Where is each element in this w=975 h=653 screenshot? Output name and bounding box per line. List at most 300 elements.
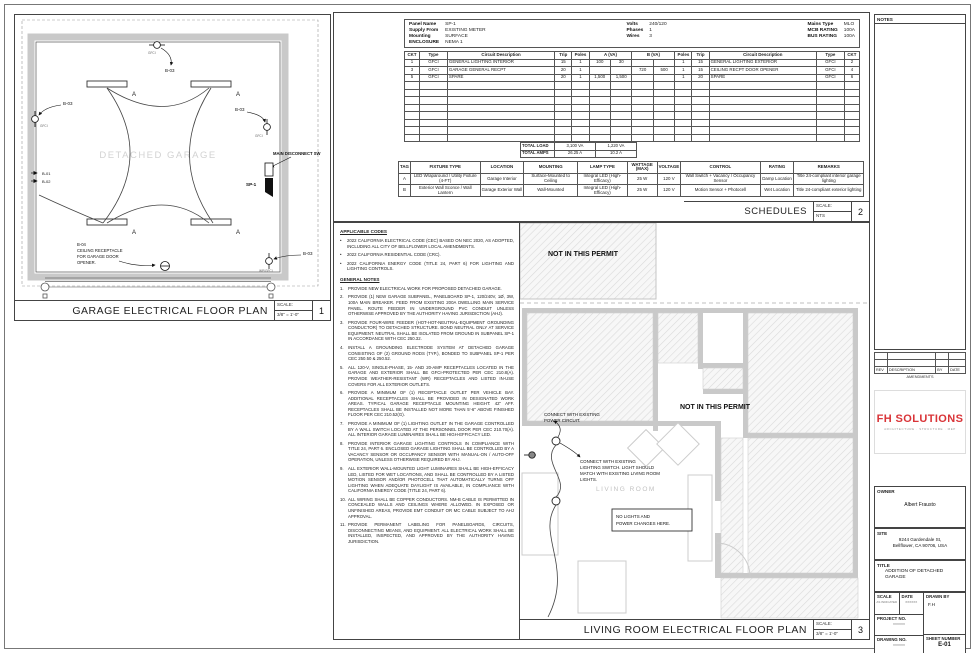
table-cell <box>653 97 674 105</box>
table-cell <box>589 134 610 142</box>
notes-box-label: NOTES <box>875 15 965 24</box>
panel-schedule-info: Panel Name SP-1 Supply From EXISTING METER Mounting SURFACE ENCLOSURE NEMA 1 Volts 240/120 Phases 1 Wires 3 Mains Type MLO MCB RATING 100A BUS RATING 100A <box>404 19 860 48</box>
drawing-no-cell: DRAWING NO. XXXXXX <box>877 637 907 647</box>
drawing-text: POWER CHANGES HERE. <box>616 521 671 526</box>
table-cell: GARAGE GENERAL RECPT <box>447 67 554 75</box>
table-header-cell: CONTROL <box>681 162 760 174</box>
table-cell <box>844 134 859 142</box>
living-room-label: LIVING ROOM <box>596 486 656 493</box>
table-cell <box>555 97 572 105</box>
table-cell: 1 <box>675 67 692 75</box>
table-cell <box>447 97 554 105</box>
table-cell <box>675 82 692 90</box>
table-cell <box>632 89 653 97</box>
table-cell <box>844 127 859 135</box>
table-header-cell: LAMP TYPE <box>578 162 628 174</box>
table-header-cell: A (VA) <box>589 52 632 60</box>
table-cell <box>610 134 631 142</box>
table-cell <box>572 82 589 90</box>
table-cell <box>692 89 709 97</box>
schedules-scale: SCALE: NTS <box>813 202 851 221</box>
table-cell <box>816 112 844 120</box>
schedules-number: 2 <box>851 202 869 221</box>
table-header-cell: Trip <box>692 52 709 60</box>
general-note: ALL 120-V, SINGLE-PHASE, 15- AND 20-AMP RECEPTACLES LOCATED IN THE GARAGE AND EXTERIOR SHALL BE GFCI-PROTECTED PER CEC 210.8(A). PROVIDE WEATHER-RESISTANT (WR) RECEPTACLES AND LISTED IN-USE COVERS FOR ALL EXTERIOR OUTLETS. <box>348 364 514 387</box>
table-cell <box>447 89 554 97</box>
table-cell: 26.25 A <box>555 150 596 158</box>
table-header-cell: FIXTURE TYPE <box>410 162 480 174</box>
table-cell <box>447 119 554 127</box>
project-title: ADDITION OF DETACHED GARAGE <box>885 569 944 581</box>
table-cell: Surface-Mounted to Ceiling <box>524 173 578 185</box>
table-cell <box>887 360 935 367</box>
drawing-text: LIGHTS. <box>580 477 598 482</box>
table-cell <box>589 82 610 90</box>
table-cell: 25 W <box>627 173 657 185</box>
table-cell <box>653 104 674 112</box>
sheet-number-cell: SHEET NUMBER E-01 <box>924 635 965 653</box>
table-cell <box>572 97 589 105</box>
table-header-cell: TAG <box>399 162 411 174</box>
drawing-text: B-01 <box>42 171 51 176</box>
empty-circuit-row <box>405 134 860 142</box>
table-cell: Wet Location <box>760 185 794 197</box>
table-cell <box>844 119 859 127</box>
table-cell: GENERAL LIGHTING INTERIOR <box>447 59 554 67</box>
table-cell <box>555 104 572 112</box>
table-cell <box>589 67 610 75</box>
table-cell <box>844 104 859 112</box>
general-note: PROVIDE INTERIOR GARAGE LIGHTING CONTROLS IN COMPLIANCE WITH TITLE 24, PART 6. ENCLOSED GARAGE LIGHTING SHALL BE CONTROLLED BY A VACANCY SENSOR OR OCCUPANCY SENSOR WITH MANUAL-ON / AUTO-OFF OPERATION, UNLESS OTHERWISE REQUIRED BY AHJ. <box>348 440 514 463</box>
boxed-note <box>612 509 692 531</box>
table-cell <box>816 119 844 127</box>
table-cell: 1 <box>572 74 589 82</box>
not-in-permit-label-2: NOT IN THIS PERMIT <box>680 404 750 411</box>
table-cell <box>816 82 844 90</box>
table-cell <box>589 112 610 120</box>
notes-box <box>874 14 966 350</box>
table-cell <box>632 97 653 105</box>
drawing-text: CEILING RECEPTACLE <box>77 248 123 253</box>
table-cell <box>405 104 420 112</box>
schedules-panel <box>333 12 870 222</box>
table-cell <box>589 89 610 97</box>
table-cell: Wall Switch + Vacancy / Occupancy Sensor <box>681 173 760 185</box>
garage-plan-number: 1 <box>312 301 330 320</box>
table-cell <box>692 127 709 135</box>
excluded-area-1 <box>520 223 656 299</box>
table-cell <box>675 127 692 135</box>
table-cell <box>632 104 653 112</box>
table-cell: GFCI <box>420 59 448 67</box>
table-cell <box>589 127 610 135</box>
table-cell <box>555 82 572 90</box>
drawing-text: POWER CIRCUIT. <box>544 418 581 423</box>
not-in-permit-label-1: NOT IN THIS PERMIT <box>548 251 618 258</box>
table-header-cell: Circuit Description <box>709 52 816 60</box>
table-cell: 720 <box>632 67 653 75</box>
drawing-text: B-04 <box>77 242 86 247</box>
table-cell: 1 <box>675 59 692 67</box>
table-cell <box>572 134 589 142</box>
garage-plan-panel <box>14 14 331 321</box>
table-cell: TOTAL LOAD <box>521 143 555 151</box>
table-cell: 3 <box>405 67 420 75</box>
table-cell: SPARE <box>709 74 816 82</box>
table-cell <box>675 104 692 112</box>
empty-circuit-row <box>405 119 860 127</box>
drawing-text: B-03 <box>165 68 175 73</box>
table-cell <box>816 127 844 135</box>
drawn-by-cell: DRAWN BY F.H <box>924 593 965 635</box>
table-cell <box>816 97 844 105</box>
by-col: BY <box>936 367 949 374</box>
room-label: DETACHED GARAGE <box>99 150 217 161</box>
living-plan-scale: SCALE: 3/8" = 1'-0" <box>813 620 851 639</box>
table-header-cell: RATING <box>760 162 794 174</box>
table-cell <box>610 67 631 75</box>
table-cell <box>555 112 572 120</box>
table-cell: 20 <box>555 74 572 82</box>
table-cell <box>692 104 709 112</box>
table-cell <box>675 134 692 142</box>
table-cell <box>844 112 859 120</box>
table-cell <box>844 82 859 90</box>
table-cell: Title 24-compliant interior garage lighting <box>794 173 864 185</box>
table-header-cell: Circuit Description <box>447 52 554 60</box>
table-cell: 15 <box>692 67 709 75</box>
owner-box: OWNER Albert Frausto <box>874 486 966 528</box>
site-address: 9244 Gardendale St, Bellflower, CA 90706, USA <box>892 537 948 548</box>
table-header-cell: MOUNTING <box>524 162 578 174</box>
table-cell: 120 V <box>657 185 681 197</box>
table-cell: 100 <box>589 59 610 67</box>
disconnect-label: MAIN DISCONNECT SW <box>273 151 321 156</box>
code-item: 2022 CALIFORNIA RESIDENTIAL CODE (CRC). <box>347 252 441 258</box>
table-cell: 4 <box>844 67 859 75</box>
table-header-cell: Trip <box>555 52 572 60</box>
table-cell <box>420 97 448 105</box>
garage-plan-title: GARAGE ELECTRICAL FLOOR PLAN <box>72 304 268 317</box>
table-cell: Exterior Wall Sconce / Wall Lantern <box>410 185 480 197</box>
table-cell: Motion Sensor + Photocell <box>681 185 760 197</box>
table-cell: 2 <box>844 59 859 67</box>
table-cell <box>572 127 589 135</box>
fixture-schedule <box>398 161 864 197</box>
table-cell: 15 <box>555 59 572 67</box>
table-cell <box>610 112 631 120</box>
table-cell <box>692 119 709 127</box>
table-cell <box>555 119 572 127</box>
table-cell <box>447 104 554 112</box>
table-cell <box>949 360 966 367</box>
table-cell <box>709 104 816 112</box>
general-note: PROVIDE (1) NEW GARAGE SUBPANEL, PANELBOARD SP-1, 120/240V, 1Ø, 3W, 100A MAIN BREAKER. FEED FROM EXISTING 200A DWELLING MAIN SERVICE PANEL. ROUTE FEEDER IN UNDERGROUND PVC CONDUIT UNLESS OTHERWISE APPROVED BY THE AUTHORITY HAVING JURISDICTION (AHJ). <box>348 294 514 317</box>
notes-text: APPLICABLE CODES • 2022 CALIFORNIA ELECTRICAL CODE (CEC) BASED ON NEC 2020, AS ADOPTED, INCLUDING ALL CITY OF BELLFLOWER LOCAL AMENDMENTS. • 2022 CALIFORNIA RESIDENTIAL CODE (CRC). • 2022 CALIFORNIA ENERGY CODE (TITLE 24, PART 6) FOR LIGHTING AND LIGHTING CONTROLS. GENERAL NOTES 1. PROVIDE NEW ELECTRICAL WORK FOR PROPOSED DETACHED GARAGE. 2. PROVIDE (1) NEW GARAGE SUBPANEL, PANELBOARD SP-1, 120/240V, 1Ø, 3W, 100A MAIN BREAKER. FEED FROM EXISTING 200A DWELLING MAIN SERVICE PANEL. ROUTE FEEDER IN UNDERGROUND PVC CONDUIT UNLESS OTHERWISE APPROVED BY THE AUTHORITY HAVING JURISDICTION (AHJ). 3. PROVIDE FOUR-WIRE FEEDER (HOT-HOT-NEUTRAL-EQUIPMENT GROUNDING CONDUCTOR) TO DETACHED STRUCTURE. BOND NEUTRAL ONLY AT SERVICE EQUIPMENT. NEUTRAL SHALL BE ISOLATED FROM GROUND IN SUBPANEL SP-1 IN ACCORDANCE WITH CEC 250.32. 4. INSTALL A GROUNDING ELECTRODE SYSTEM AT DETACHED GARAGE CONSISTING OF (2) GROUND RODS (TYP.), BONDED TO SUBPANEL SP-1 PER CEC 250.50 & 250.52. 5. ALL 120-V, SINGLE-PHASE, 15- AND 20-AMP RECEPTACLES LOCATED IN THE GARAGE AND EXTERIOR SHALL BE GFCI-PROTECTED PER CEC 210.8(A). PROVIDE WEATHER-RESISTANT (WR) RECEPTACLES AND LISTED IN-USE COVERS FOR ALL EXTERIOR OUTLETS. 6. PROVIDE A MINIMUM OF (1) RECEPTACLE OUTLET PER VEHICLE BAY. ADDITIONAL RECEPTACLES SHALL BE PROVIDED IN DESIGNATED WORK AREAS. TYPICAL GARAGE RECEPTACLE MOUNTING HEIGHT: 42" AFF. RECEPTACLES SHALL BE INSTALLED NOT MORE THAN 5'-6" ABOVE FINISHED FLOOR PER CEC 210.52(G). 7. PROVIDE A MINIMUM OF (1) LIGHTING OUTLET IN THE GARAGE CONTROLLED BY A WALL SWITCH LOCATED AT THE PERSONNEL DOOR PER CEC 210.70(A). ALL INTERIOR GARAGE LUMINAIRES SHALL BE HIGH-EFFICACY LED. 8. PROVIDE INTERIOR GARAGE LIGHTING CONTROLS IN COMPLIANCE WITH TITLE 24, PART 6. ENCLOSED GARAGE LIGHTING SHALL BE CONTROLLED BY A VACANCY SENSOR OR OCCUPANCY SENSOR WITH MANUAL-ON / AUTO-OFF OPERATION, UNLESS OTHERWISE REQUIRED BY AHJ. 9. ALL EXTERIOR WALL-MOUNTED LIGHT LUMINAIRES SHALL BE HIGH-EFFICACY LED, LISTED FOR WET LOCATIONS, AND SHALL BE CONTROLLED BY A LISTED MOTION SENSOR AND/OR PHOTOCELL THAT AUTOMATICALLY TURNS OFF LIGHTING WHEN ADEQUATE DAYLIGHT IS AVAILABLE, IN COMPLIANCE WITH CALIFORNIA ENERGY CODE (TITLE 24, PART 6). 10. ALL WIRING SHALL BE COPPER CONDUCTORS. NM-B CABLE IS PERMITTED IN CONCEALED WALLS AND CEILINGS WHERE ALLOWED. IN EXPOSED OR UNFINISHED AREAS, PROVIDE EMT CONDUIT OR MC CABLE SUBJECT TO AHJ APPROVAL. 11. PROVIDE PERMANENT LABELING FOR PANELBOARDS, CIRCUITS, DISCONNECTING MEANS, AND EQUIPMENT. ALL ELECTRICAL WORK SHALL BE INSTALLED, INSPECTED, AND APPROVED BY THE AUTHORITY HAVING JURISDICTION. <box>340 229 514 544</box>
table-cell: 1 <box>405 59 420 67</box>
table-cell <box>572 104 589 112</box>
drawing-text: SP-1 <box>246 182 257 187</box>
table-header-cell: CKT <box>405 52 420 60</box>
table-cell <box>653 74 674 82</box>
table-cell <box>692 82 709 90</box>
revision-table <box>874 352 966 384</box>
table-cell <box>405 97 420 105</box>
drawing-text: NO LIGHTS AND <box>616 514 650 519</box>
table-cell <box>653 112 674 120</box>
table-cell <box>610 127 631 135</box>
ceiling-receptacle-symbol <box>161 262 170 271</box>
drawing-text: B-03 <box>63 101 73 106</box>
logo-box <box>874 390 966 454</box>
description-col: DESCRIPTION <box>887 367 935 374</box>
table-cell <box>653 82 674 90</box>
general-note: INSTALL A GROUNDING ELECTRODE SYSTEM AT DETACHED GARAGE CONSISTING OF (2) GROUND RODS (TYP.), BONDED TO SUBPANEL SP-1 PER CEC 250.50 & 250.52. <box>348 345 514 362</box>
table-cell <box>632 119 653 127</box>
garage-plan-titlebar <box>15 300 330 320</box>
general-note: PROVIDE FOUR-WIRE FEEDER (HOT-HOT-NEUTRAL-EQUIPMENT GROUNDING CONDUCTOR) TO DETACHED STRUCTURE. BOND NEUTRAL ONLY AT SERVICE EQUIPMENT. NEUTRAL SHALL BE ISOLATED FROM GROUND IN SUBPANEL SP-1 IN ACCORDANCE WITH CEC 250.32. <box>348 319 514 342</box>
table-cell <box>610 104 631 112</box>
living-plan-titlebar <box>520 619 869 639</box>
table-cell <box>949 353 966 360</box>
table-cell <box>692 97 709 105</box>
title-box: TITLE ADDITION OF DETACHED GARAGE <box>874 560 966 592</box>
drawing-text: B-03 <box>235 107 245 112</box>
date-cell: DATE XXXXXX <box>901 594 918 604</box>
table-cell <box>572 119 589 127</box>
drawing-text: B-02 <box>42 179 51 184</box>
table-cell: 6 <box>844 74 859 82</box>
table-cell: Damp Location <box>760 173 794 185</box>
living-plan-title: LIVING ROOM ELECTRICAL FLOOR PLAN <box>583 623 807 636</box>
table-cell <box>589 104 610 112</box>
table-cell <box>610 97 631 105</box>
table-cell <box>447 134 554 142</box>
table-cell <box>420 112 448 120</box>
table-cell: A <box>399 173 411 185</box>
table-cell <box>589 119 610 127</box>
table-header-cell: REMARKS <box>794 162 864 174</box>
general-note: PROVIDE PERMANENT LABELING FOR PANELBOARDS, CIRCUITS, DISCONNECTING MEANS, AND EQUIPMENT. ALL ELECTRICAL WORK SHALL BE INSTALLED, INSPECTED, AND APPROVED BY THE AUTHORITY HAVING JURISDICTION. <box>348 522 514 544</box>
table-header-cell: B (VA) <box>632 52 675 60</box>
table-cell <box>653 59 674 67</box>
table-cell: 20 <box>555 67 572 75</box>
table-cell <box>420 104 448 112</box>
table-cell <box>709 112 816 120</box>
table-cell <box>936 360 949 367</box>
table-cell <box>844 97 859 105</box>
table-cell: 1 <box>572 67 589 75</box>
table-cell <box>447 82 554 90</box>
table-cell <box>816 104 844 112</box>
table-cell: Integral LED (High-Efficacy) <box>578 185 628 197</box>
drawing-text: LIGHTING SWITCH. LIGHT SHOULD <box>580 465 655 470</box>
table-cell <box>610 89 631 97</box>
table-cell <box>405 127 420 135</box>
table-cell: 1,500 <box>589 74 610 82</box>
drawing-text: GFCI <box>148 51 156 55</box>
table-cell <box>653 127 674 135</box>
table-cell: TOTAL AMPS <box>521 150 555 158</box>
company-tagline: ARCHITECTURE · STRUCTURE · MEP <box>884 427 956 431</box>
date-col: DATE <box>949 367 966 374</box>
drawing-text: OPENER. <box>77 260 96 265</box>
schedules-titlebar <box>684 201 869 221</box>
table-cell <box>405 89 420 97</box>
panel-schedule <box>404 19 860 158</box>
table-cell <box>653 134 674 142</box>
table-cell: Title 24-compliant exterior lighting <box>794 185 864 197</box>
table-cell <box>610 119 631 127</box>
table-cell: GFCI <box>420 74 448 82</box>
table-cell <box>675 97 692 105</box>
table-cell <box>675 89 692 97</box>
table-header-cell: LOCATION <box>480 162 524 174</box>
table-cell: 10.2 A <box>596 150 637 158</box>
empty-circuit-row <box>405 82 860 90</box>
table-cell: 1 <box>572 59 589 67</box>
table-cell <box>420 82 448 90</box>
table-cell: 25 W <box>627 185 657 197</box>
table-cell <box>875 360 888 367</box>
general-note: ALL EXTERIOR WALL-MOUNTED LIGHT LUMINAIRES SHALL BE HIGH-EFFICACY LED, LISTED FOR WET LOCATIONS, AND SHALL BE CONTROLLED BY A LISTED MOTION SENSOR AND/OR PHOTOCELL THAT AUTOMATICALLY TURNS OFF LIGHTING WHEN ADEQUATE DAYLIGHT IS AVAILABLE, IN COMPLIANCE WITH CALIFORNIA ENERGY CODE (TITLE 24, PART 6). <box>348 466 514 494</box>
table-cell <box>709 119 816 127</box>
table-cell: B <box>399 185 411 197</box>
table-cell <box>816 134 844 142</box>
table-cell <box>420 127 448 135</box>
table-cell <box>632 82 653 90</box>
table-cell <box>709 82 816 90</box>
codes-heading: APPLICABLE CODES <box>340 229 387 234</box>
general-note: ALL WIRING SHALL BE COPPER CONDUCTORS. NM-B CABLE IS PERMITTED IN CONCEALED WALLS AND CEILINGS WHERE ALLOWED. IN EXPOSED OR UNFINISHED AREAS, PROVIDE EMT CONDUIT OR MC CABLE SUBJECT TO AHJ APPROVAL. <box>348 496 514 519</box>
circuit-table <box>404 51 860 142</box>
general-heading: GENERAL NOTES <box>340 276 380 282</box>
table-cell <box>610 82 631 90</box>
table-header-cell: WATTAGE (MAX) <box>627 162 657 174</box>
table-cell <box>420 134 448 142</box>
table-cell <box>572 112 589 120</box>
table-cell: GFCI <box>816 59 844 67</box>
living-plan-panel <box>520 222 870 640</box>
table-cell <box>675 112 692 120</box>
table-cell <box>632 134 653 142</box>
general-note: PROVIDE NEW ELECTRICAL WORK FOR PROPOSED DETACHED GARAGE. <box>348 285 502 291</box>
scale-label: SCALE: <box>275 301 312 311</box>
table-cell: GENERAL LIGHTING EXTERIOR <box>709 59 816 67</box>
notes-panel <box>333 222 520 640</box>
table-cell <box>709 89 816 97</box>
table-cell: 500 <box>653 67 674 75</box>
table-cell: 15 <box>692 59 709 67</box>
table-cell <box>420 89 448 97</box>
table-header-cell: Poles <box>572 52 589 60</box>
drawing-text: A <box>236 92 241 98</box>
table-cell <box>875 353 888 360</box>
table-cell <box>420 119 448 127</box>
drawing-text: B-03 <box>303 251 313 256</box>
sheet-number-value: E-01 <box>938 642 951 648</box>
garage-plan-scale <box>274 301 312 320</box>
table-cell <box>632 74 653 82</box>
section-markers <box>41 283 275 298</box>
table-cell <box>555 134 572 142</box>
table-header-cell: VOLTAGE <box>657 162 681 174</box>
table-cell: Integral LED (High-Efficacy) <box>578 173 628 185</box>
amendments-label: AMENDMENTS <box>906 375 934 379</box>
table-cell <box>632 112 653 120</box>
table-cell: SPARE <box>447 74 554 82</box>
project-no-cell: PROJECT NO. XXXXXX <box>875 615 923 636</box>
info-grid <box>874 592 966 653</box>
site-box: SITE 9244 Gardendale St, Bellflower, CA 90706, USA <box>874 528 966 560</box>
table-cell: Garage Exterior Wall <box>480 185 524 197</box>
table-cell: LED Wraparound / Utility Fixture (4-FT) <box>410 173 480 185</box>
drawing-text: GFCI <box>40 124 48 128</box>
table-cell <box>653 89 674 97</box>
table-header-cell: Type <box>816 52 844 60</box>
table-cell: 30 <box>610 59 631 67</box>
schedules-title: SCHEDULES <box>744 206 807 217</box>
table-cell: Wall-Mounted <box>524 185 578 197</box>
code-item: 2022 CALIFORNIA ELECTRICAL CODE (CEC) BASED ON NEC 2020, AS ADOPTED, INCLUDING ALL CITY OF BELLFLOWER LOCAL AMENDMENTS. <box>347 237 514 249</box>
drawing-text: CONNECT WITH EXISTING <box>544 412 600 417</box>
table-cell: 20 <box>692 74 709 82</box>
table-cell <box>692 134 709 142</box>
code-item: 2022 CALIFORNIA ENERGY CODE (TITLE 24, PART 6) FOR LIGHTING AND LIGHTING CONTROLS. <box>347 260 514 272</box>
table-cell <box>555 127 572 135</box>
empty-circuit-row <box>405 97 860 105</box>
table-cell: 3,100 VA <box>555 143 596 151</box>
drawing-text: A <box>236 230 241 236</box>
table-header-cell: Type <box>420 52 448 60</box>
living-plan-number: 3 <box>851 620 869 639</box>
table-cell <box>405 119 420 127</box>
garage-plan-drawing <box>15 15 330 300</box>
drawing-text: A <box>132 230 137 236</box>
drawing-text: WP/GFCI <box>259 269 273 273</box>
table-cell <box>709 134 816 142</box>
drawing-text: A <box>132 92 137 98</box>
table-cell <box>447 112 554 120</box>
excluded-rooms <box>527 313 858 618</box>
rev-col: REV <box>875 367 888 374</box>
table-cell: GFCI <box>816 74 844 82</box>
table-cell <box>589 97 610 105</box>
table-cell <box>405 82 420 90</box>
table-cell: CEILING RECPT DOOR OPENER <box>709 67 816 75</box>
table-cell <box>692 112 709 120</box>
company-logo: FH SOLUTIONS <box>876 413 964 425</box>
table-cell: GFCI <box>816 67 844 75</box>
table-cell: 5 <box>405 74 420 82</box>
general-note: PROVIDE A MINIMUM OF (1) LIGHTING OUTLET IN THE GARAGE CONTROLLED BY A WALL SWITCH LOCATED AT THE PERSONNEL DOOR PER CEC 210.70(A). ALL INTERIOR GARAGE LUMINAIRES SHALL BE HIGH-EFFICACY LED. <box>348 420 514 438</box>
table-cell <box>887 353 935 360</box>
drawing-text: CONNECT WITH EXISTING <box>580 459 636 464</box>
table-cell <box>405 134 420 142</box>
table-cell <box>816 89 844 97</box>
table-header-cell: CKT <box>844 52 859 60</box>
living-plan-drawing <box>520 223 868 619</box>
table-cell <box>572 89 589 97</box>
table-cell <box>675 119 692 127</box>
table-cell: 1,500 <box>610 74 631 82</box>
scale-cell: SCALE AS INDICATED <box>875 593 900 614</box>
table-cell <box>447 127 554 135</box>
drawing-text: FOR GARAGE DOOR <box>77 254 119 259</box>
table-cell <box>632 59 653 67</box>
titleblock-column <box>872 12 969 648</box>
table-cell: 1,220 VA <box>596 143 637 151</box>
